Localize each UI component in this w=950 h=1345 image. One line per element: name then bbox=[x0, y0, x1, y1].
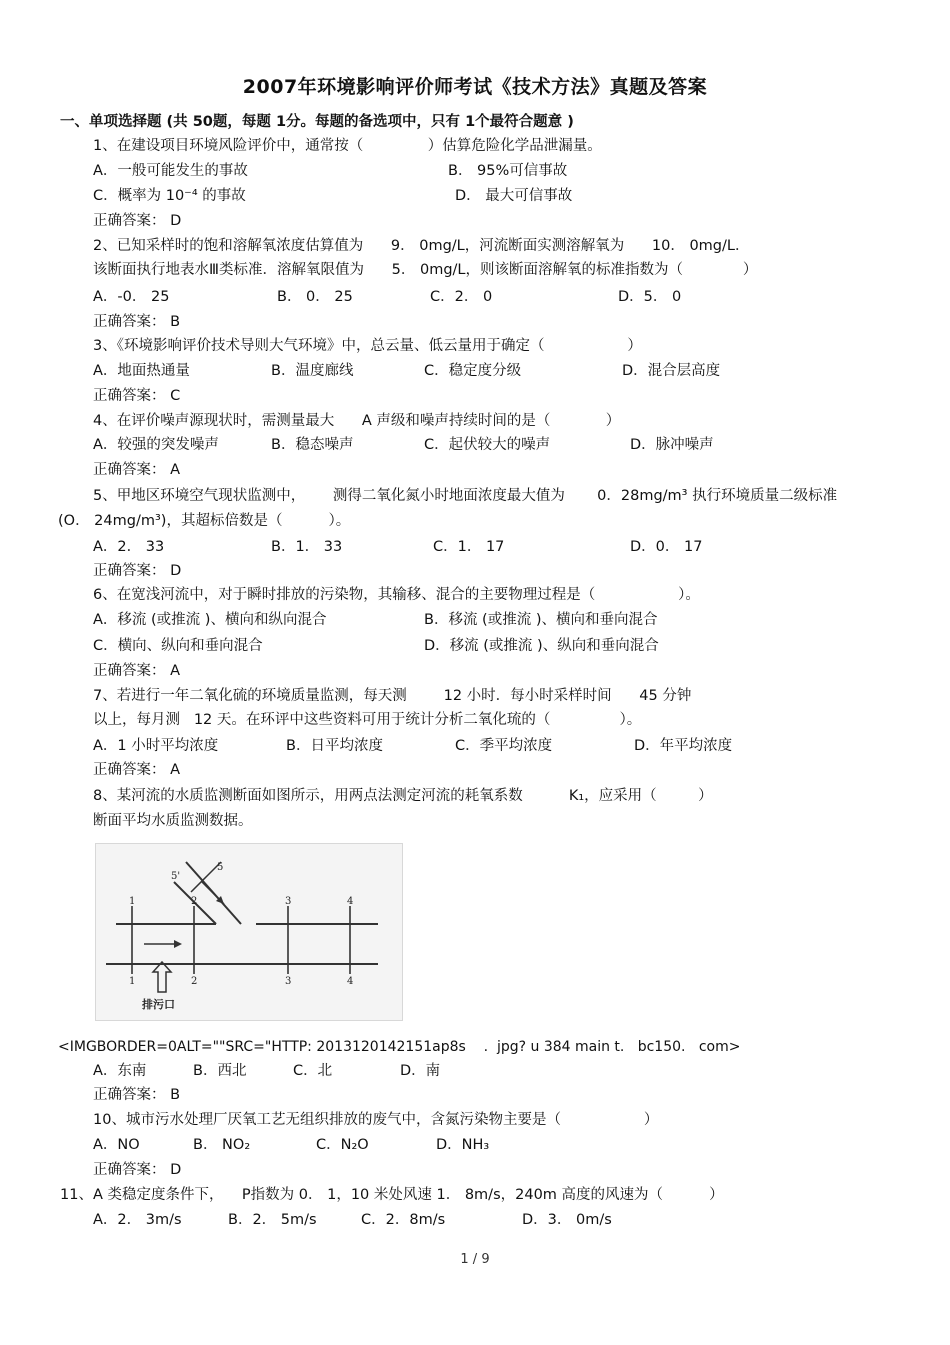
section-label-5: 5 bbox=[217, 862, 224, 873]
question-5-option-a: A．2． 33 bbox=[93, 539, 165, 555]
section-label-4-top: 4 bbox=[347, 896, 354, 907]
question-3-option-a: A．地面热通量 bbox=[93, 363, 190, 379]
question-2-option-c: C．2． 0 bbox=[430, 289, 493, 305]
section-label-2-top: 2 bbox=[191, 896, 198, 907]
question-5-option-c: C．1． 17 bbox=[433, 539, 505, 555]
question-10-option-d: D．NH₃ bbox=[436, 1137, 490, 1153]
question-4-answer: 正确答案： A bbox=[93, 462, 181, 478]
question-7-option-c: C．季平均浓度 bbox=[455, 738, 553, 754]
question-3-answer: 正确答案： C bbox=[93, 388, 181, 404]
question-5-stem-line-1: 5、甲地区环境空气现状监测中， 测得二氧化氮小时地面浓度最大值为 0．28mg/m³ 执行环境质量二级标准 bbox=[93, 488, 838, 504]
question-2-stem-line-2: 该断面执行地表水Ⅲ类标准．溶解氧限值为 5． 0mg/L，则该断面溶解氧的标准指数为（ ） bbox=[93, 262, 758, 278]
main-flow-arrowhead bbox=[174, 940, 182, 948]
question-1-answer: 正确答案： D bbox=[93, 213, 182, 229]
question-7-answer: 正确答案： A bbox=[93, 762, 181, 778]
question-7-option-b: B．日平均浓度 bbox=[286, 738, 383, 754]
question-1-option-a: A．一般可能发生的事故 bbox=[93, 163, 248, 179]
question-2-option-a: A．-0． 25 bbox=[93, 289, 170, 305]
question-1-option-b: B． 95%可信事故 bbox=[448, 163, 568, 179]
question-6-option-a: A．移流 (或推流 )、横向和纵向混合 bbox=[93, 612, 327, 628]
question-6-stem: 6、在宽浅河流中，对于瞬时排放的污染物，其输移、混合的主要物理过程是（ ）。 bbox=[93, 587, 700, 603]
outfall-arrow bbox=[153, 962, 171, 992]
outfall-label: 排污口 bbox=[142, 998, 175, 1011]
page-number: 1 / 9 bbox=[460, 1252, 490, 1267]
question-2-answer: 正确答案： B bbox=[93, 314, 181, 330]
section-label-3-top: 3 bbox=[285, 896, 292, 907]
question-11-option-b: B．2． 5m/s bbox=[228, 1212, 317, 1228]
river-monitoring-figure bbox=[95, 843, 403, 1021]
river-diagram bbox=[96, 844, 402, 1020]
question-5-stem-line-2: (O． 24mg/m³)，其超标倍数是（ ）。 bbox=[58, 513, 351, 529]
question-11-stem: 11、A 类稳定度条件下， P指数为 0． 1，10 米处风速 1． 8m/s，240m 高度的风速为（ ） bbox=[60, 1187, 724, 1203]
question-3-option-d: D．混合层高度 bbox=[622, 363, 721, 379]
section-label-5-prime: 5' bbox=[171, 871, 181, 882]
question-5-option-d: D．0． 17 bbox=[630, 539, 703, 555]
question-4-option-c: C．起伏较大的噪声 bbox=[424, 437, 551, 453]
question-11-option-a: A．2． 3m/s bbox=[93, 1212, 182, 1228]
question-4-stem: 4、在评价噪声源现状时，需测量最大 A 声级和噪声持续时间的是（ ） bbox=[93, 413, 621, 429]
section-label-1-bottom: 1 bbox=[129, 976, 136, 987]
question-10-option-b: B． NO₂ bbox=[193, 1137, 251, 1153]
section-heading: 一、单项选择题 (共 50题，每题 1分。每题的备选项中，只有 1个最符合题意 ) bbox=[60, 114, 574, 130]
question-9-option-d: D．南 bbox=[400, 1063, 441, 1079]
question-9-answer: 正确答案： B bbox=[93, 1087, 181, 1103]
broken-image-tag-text: <IMGBORDER=0ALT=""SRC="HTTP: 2013120142151ap8s . jpg? u 384 main t. bc150. com> bbox=[58, 1039, 741, 1055]
question-7-stem-line-2: 以上，每月测 12 天。在环评中这些资料可用于统计分析二氧化琉的（ ）。 bbox=[93, 712, 642, 728]
question-3-option-c: C．稳定度分级 bbox=[424, 363, 522, 379]
question-10-option-c: C．N₂O bbox=[316, 1137, 369, 1153]
question-4-option-a: A．较强的突发噪声 bbox=[93, 437, 219, 453]
question-3-option-b: B．温度廊线 bbox=[271, 363, 354, 379]
question-10-option-a: A．NO bbox=[93, 1137, 140, 1153]
section-label-4-bottom: 4 bbox=[347, 976, 354, 987]
question-5-answer: 正确答案： D bbox=[93, 563, 182, 579]
question-10-answer: 正确答案： D bbox=[93, 1162, 182, 1178]
page-title: 2007年环境影响评价师考试《技术方法》真题及答案 bbox=[242, 76, 708, 98]
question-8-stem-line-2: 断面平均水质监测数据。 bbox=[93, 813, 253, 829]
question-6-answer: 正确答案： A bbox=[93, 663, 181, 679]
question-1-stem: 1、在建设项目环境风险评价中，通常按（ ）估算危险化学品泄漏量。 bbox=[93, 138, 602, 154]
question-9-option-b: B．西北 bbox=[193, 1063, 247, 1079]
question-7-option-d: D．年平均浓度 bbox=[634, 738, 733, 754]
question-7-stem-line-1: 7、若进行一年二氧化硫的环境质量监测，每天测 12 小时．每小时采样时间 45 分钟 bbox=[93, 688, 692, 704]
question-2-stem-line-1: 2、已知采样时的饱和溶解氧浓度估算值为 9． 0mg/L，河流断面实测溶解氧为 10． 0mg/L． bbox=[93, 238, 750, 254]
question-2-option-b: B． 0． 25 bbox=[277, 289, 353, 305]
question-9-option-c: C．北 bbox=[293, 1063, 333, 1079]
question-5-option-b: B．1． 33 bbox=[271, 539, 343, 555]
question-6-option-b: B．移流 (或推流 )、横向和垂向混合 bbox=[424, 612, 658, 628]
question-6-option-d: D．移流 (或推流 )、纵向和垂向混合 bbox=[424, 638, 659, 654]
question-9-option-a: A．东南 bbox=[93, 1063, 147, 1079]
section-label-3-bottom: 3 bbox=[285, 976, 292, 987]
question-7-option-a: A．1 小时平均浓度 bbox=[93, 738, 219, 754]
question-4-option-d: D．脉冲噪声 bbox=[630, 437, 714, 453]
question-3-stem: 3、《环境影响评价技术导则大气环境》中，总云量、低云量用于确定（ ） bbox=[93, 338, 642, 354]
question-8-stem-line-1: 8、某河流的水质监测断面如图所示，用两点法测定河流的耗氧系数 K₁，应采用（ ） bbox=[93, 788, 713, 804]
section-label-1-top: 1 bbox=[129, 896, 136, 907]
question-11-option-c: C．2．8m/s bbox=[361, 1212, 446, 1228]
question-6-option-c: C．横向、纵向和垂向混合 bbox=[93, 638, 263, 654]
question-10-stem: 10、城市污水处理厂厌氧工艺无组织排放的废气中，含氮污染物主要是（ ） bbox=[93, 1112, 659, 1128]
question-1-option-d: D． 最大可信事故 bbox=[455, 188, 573, 204]
question-1-option-c: C．概率为 10⁻⁴ 的事故 bbox=[93, 188, 246, 204]
question-4-option-b: B．稳态噪声 bbox=[271, 437, 354, 453]
question-11-option-d: D．3． 0m/s bbox=[522, 1212, 612, 1228]
question-2-option-d: D．5． 0 bbox=[618, 289, 682, 305]
section-label-2-bottom: 2 bbox=[191, 976, 198, 987]
